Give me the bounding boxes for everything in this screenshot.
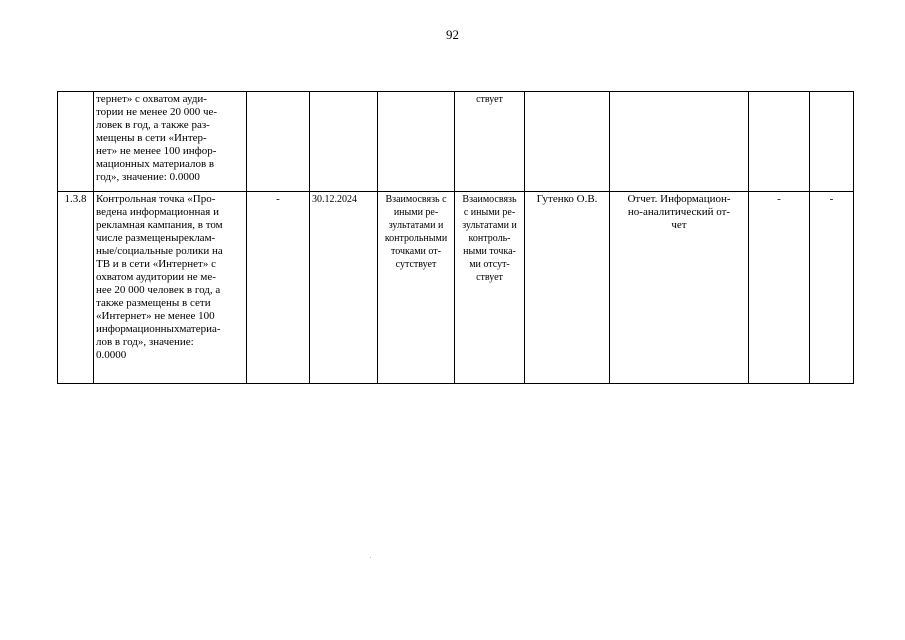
page-number: 92 [446, 27, 459, 42]
cell-relation-1: Взаимосвязь с иными ре- зультатами и контрольными точками от- сутствует [378, 192, 455, 384]
table-row [58, 92, 854, 192]
cell-document: Отчет. Информацион- но-аналитический от- чет [610, 192, 749, 384]
cell-description: тернет» с охватом ауди- тории не менее 20 000 че- ловек в год, а также раз- мещены в сети «Интер- нет» не менее 100 инфор- мационных материалов в год», значение: 0.0000 [94, 92, 247, 192]
cell-col10 [810, 92, 854, 192]
cell-col10: - [810, 192, 854, 384]
cell-responsible [525, 92, 610, 192]
cell-col9 [749, 92, 810, 192]
cell-col3 [247, 92, 310, 192]
cell-date [310, 92, 378, 192]
cell-relation-2: ствует [455, 92, 525, 192]
plan-table [57, 91, 854, 384]
cell-number [58, 92, 94, 192]
cell-relation-1 [378, 92, 455, 192]
cell-responsible: Гутенко О.В. [525, 192, 610, 384]
cell-col9: - [749, 192, 810, 384]
cell-number: 1.3.8 [58, 192, 94, 384]
cell-date: 30.12.2024 [310, 192, 378, 384]
cell-document [610, 92, 749, 192]
table-row [58, 192, 854, 384]
cell-description: Контрольная точка «Про- ведена информационная и рекламная кампания, в том числе размещеныреклам- ные/социальные ролики на ТВ и в сети «Интернет» с охватом аудитории не ме- нее 20 000 человек в год, а также размещены в сети «Интернет» не менее 100 информационныхматериа- лов в год», значение: 0.0000 [94, 192, 247, 384]
scan-speck [370, 557, 371, 558]
cell-relation-2: Взаимосвязь с иными ре- зультатами и контроль- ными точка- ми отсут- ствует [455, 192, 525, 384]
cell-col3: - [247, 192, 310, 384]
